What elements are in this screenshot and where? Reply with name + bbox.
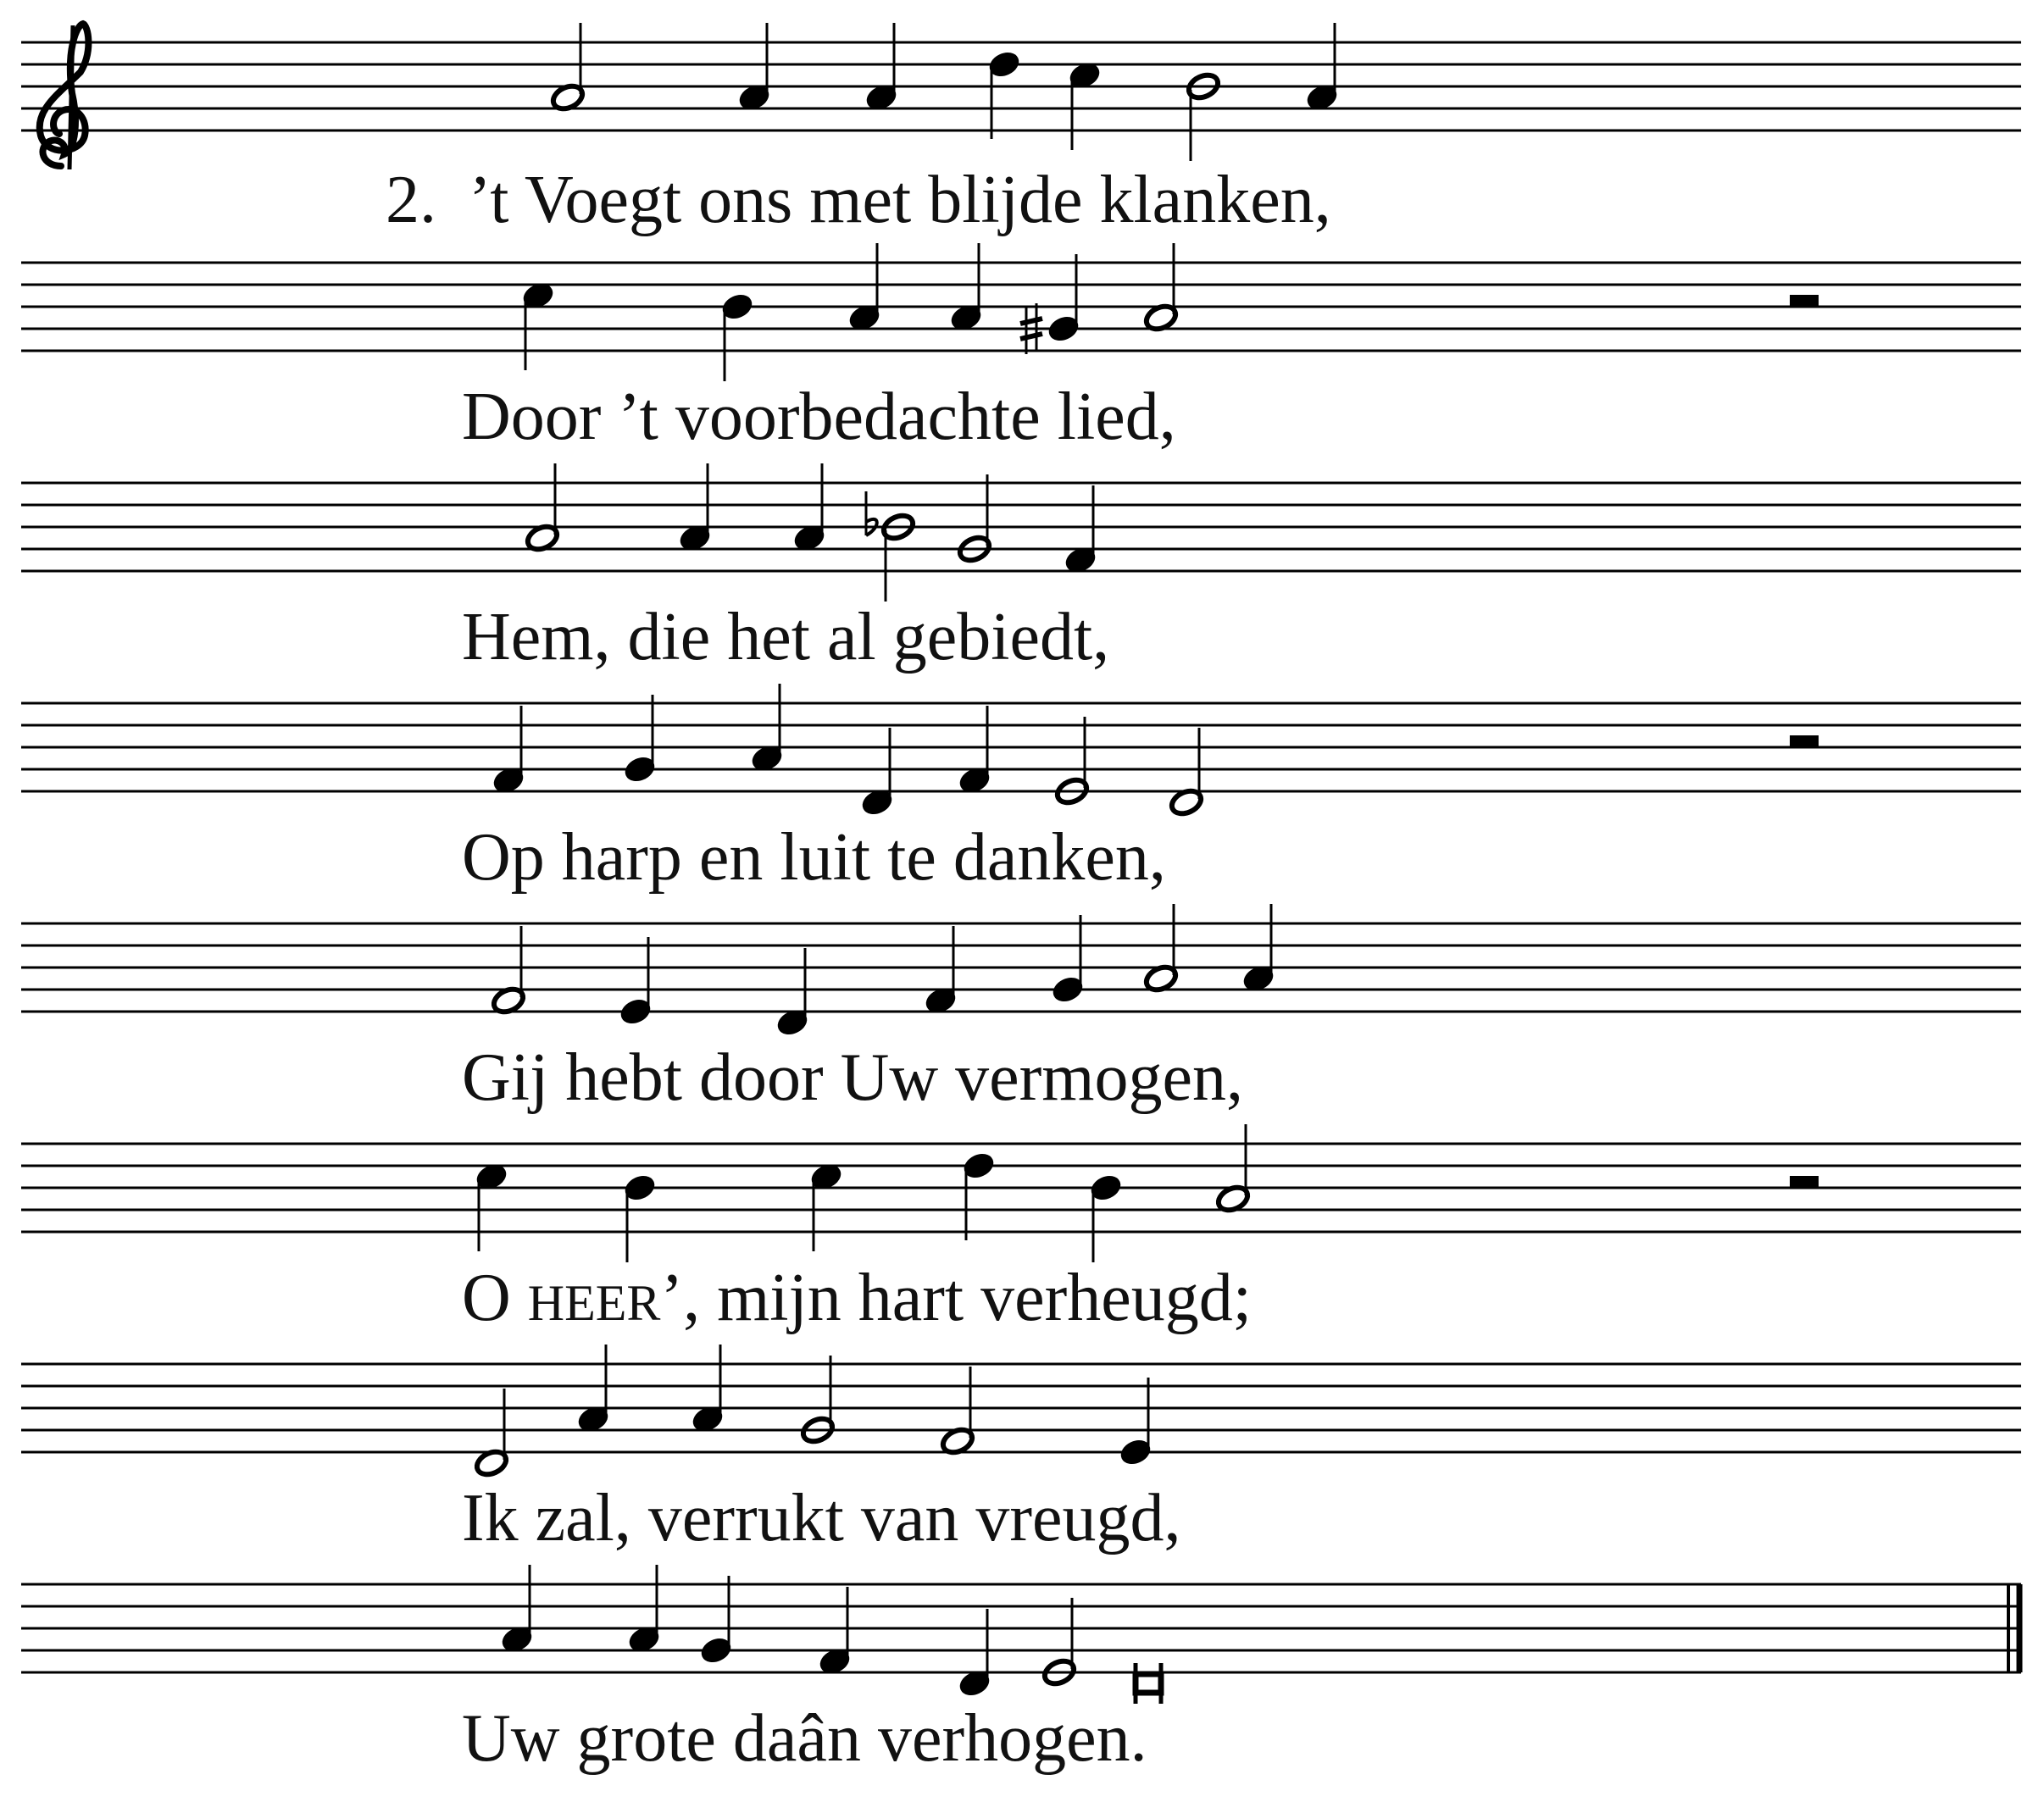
verse-number: 2. bbox=[386, 163, 436, 237]
lord-small-caps: Heer bbox=[527, 1275, 661, 1331]
breve-note bbox=[1136, 1674, 1161, 1693]
half-rest bbox=[1790, 735, 1819, 747]
sharp-icon bbox=[1020, 319, 1042, 324]
lyric-line-3: Hem, die het al gebiedt, bbox=[462, 600, 1110, 674]
lyric-line-6: O Heer’, mijn hart verheugd; bbox=[462, 1261, 1253, 1335]
lyric-line-2: Door ’t voorbedachte lied, bbox=[462, 380, 1176, 454]
lyric-line-7: Ik zal, verrukt van vreugd, bbox=[462, 1481, 1181, 1555]
half-rest bbox=[1790, 1176, 1819, 1188]
half-rest bbox=[1790, 295, 1819, 307]
sharp-icon bbox=[1020, 334, 1042, 339]
lyric-line-8: Uw grote daân verhogen. bbox=[462, 1701, 1147, 1776]
lyric-line-4: Op harp en luit te danken, bbox=[462, 820, 1166, 895]
treble-clef-icon bbox=[40, 24, 89, 169]
lyric-line-1: 2. ’t Voegt ons met blijde klanken, bbox=[386, 163, 1331, 237]
lyric-line-5: Gij hebt door Uw vermogen, bbox=[462, 1040, 1244, 1115]
